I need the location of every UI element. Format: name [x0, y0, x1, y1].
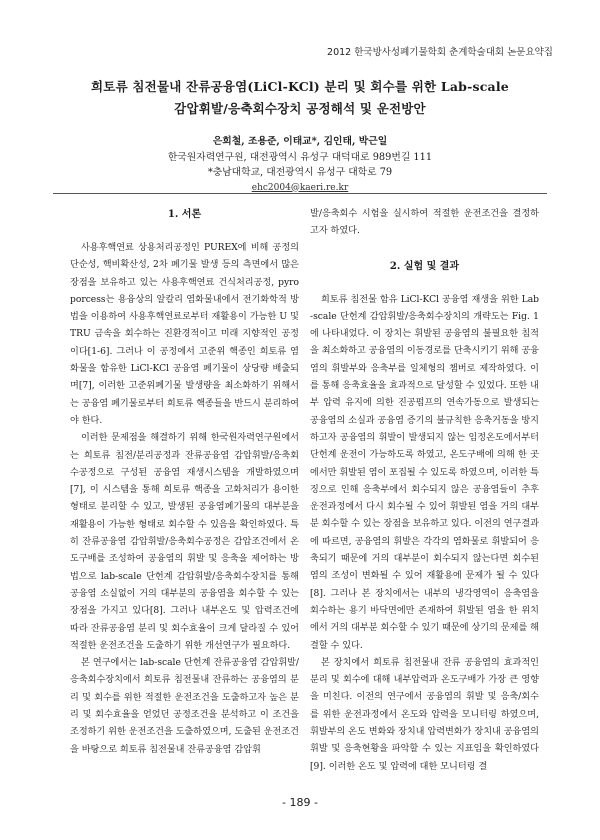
intro-paragraph-2: 이러한 문제점을 해결하기 위해 한국원자력연구원에서는 희토류 침전/분리공정과 잔류공융염 감압휘발/응축회수공정으로 구성된 공융염 재생시스템을 개발하였으며[7], 이 시스템을 통해 희토류 핵종을 고화처리가 용이한 형태로 분리할 수 있고, 발생된 공융염폐기물의 대부분을 재활용이 가능한 형태로 회수할 수 있음을 확인하였다. 특히 잔류공융염 감압휘발/응축회수공정은 감압조건에서 온도구배를 조성하여 공융염의 휘발 및 응축을 제어하는 방법으로 lab-scale 단헌계 감압휘발/응축회수장치를 통해 공융염 소실없이 거의 대부분의 공융염을 회수할 수 있는 장점을 가지고 있다[8]. 그러나 내부온도 및 압력조건에 따라 잔류공융염 분리 및 회수효율이 크게 달라질 수 있어 적절한 운전조건을 도출하기 위한 개선연구가 필요하다. [70, 433, 299, 651]
experiment-paragraph-1: 희토류 침전물 함유 LiCl-KCl 공융염 재생을 위한 Lab-scale 단헌계 감압휘발/응축회수장치의 개략도는 Fig. 1에 나타내었다. 이 장치는 휘발된 공융염의 불필요한 침적을 최소화하고 공융염의 이동경로를 단축시키기 위해 공융염의 휘발부와 응축부를 일체형의 챔버로 제작하였다. 이를 통해 응축효율을 효과적으로 달성할 수 있었다. 또한 내부 압력 유지에 의한 진공펌프의 연속가동으로 발생되는 공융염의 소실과 공융염 증기의 불규칙한 응축거동을 방지하고자 공융염의 휘발이 발생되지 않는 임정온도에서부터 단헌계 운전이 가능하도록 하였고, 온도구배에 의해 한 곳에서만 휘발된 염이 포집될 수 있도록 하였으며, 이러한 특징으로 인해 응축부에서 회수되지 않은 공융염들이 추후 운전과정에서 다시 회수될 수 있어 휘발된 염을 거의 대부분 회수할 수 있는 장점을 보유하고 있다. 이전의 연구결과에 따르면, 공융염의 휘발은 각각의 염화물로 휘발되어 응축되기 때문에 거의 대부분이 회수되지 않는다면 회수된 염의 조성이 변화될 수 있어 재활용에 문제가 될 수 있다[8]. 그러나 본 장치에서는 내부의 냉각영역이 응축염을 회수하는 용기 바닥면에만 존재하여 휘발된 염을 한 위치에서 거의 대부분 회수할 수 있기 때문에 상기의 문제를 해결할 수 있다. [310, 294, 539, 651]
page-number: - 189 - [282, 796, 318, 809]
affiliation-1: 한국원자력연구원, 대전광역시 유성구 대덕대로 989번길 111 [167, 151, 433, 163]
paper-title [0, 76, 600, 120]
affiliation-2: *충남대학교, 대전광역시 유성구 대학로 79 [207, 167, 393, 178]
intro-paragraph-3-continued: 발/응축회수 시험을 실시하여 적절한 운전조건을 결정하고자 하였다. [310, 209, 539, 237]
title-line-2: 감압휘발/응축회수장치 공정해석 및 운전방안 [174, 101, 426, 116]
author-names: 은희철, 조용준, 이태교*, 김인태, 박근일 [212, 136, 388, 147]
author-email: ehc2004@kaeri.re.kr [251, 182, 349, 193]
heading-spacer [310, 275, 539, 292]
running-header: 2012 한국방사성폐기물학회 춘계학술대회 논문요약집 [327, 47, 553, 58]
section-heading-experiment: 2. 실험 및 결과 [389, 260, 460, 272]
section-heading-introduction: 1. 서론 [167, 209, 202, 220]
author-block [0, 134, 600, 196]
title-divider [53, 193, 547, 194]
intro-paragraph-1: 사용후핵연료 상용처리공정인 PUREX에 비해 공정의 단순성, 핵비확산성, 2차 폐기물 발생 등의 측면에서 많은 장점을 보유하고 있는 사용후핵연료 건식처리공정, pyroporcess는 용융상의 알칼리 염화물내에서 전기화학적 방법을 이용하여 사용후핵연료로부터 재활용이 가능한 U 및 TRU 금속을 회수하는 진환경적이고 미래 지향적인 공정이다[1-6]. 그러나 이 공정에서 고준위 핵종인 희토류 염화물을 함유한 LiCl-KCl 공융염 폐기물이 상당량 배출되며[7], 이러한 고준위폐기물 발생량을 최소화하기 위해서는 공융염 폐기물로부터 희토류 핵종들을 반드시 분리하여야 한다. [70, 243, 299, 426]
experiment-paragraph-2: 본 장치에서 희토류 침전물내 잔류 공융염의 효과적인 분리 및 회수에 대해 내부압력과 온도구배가 가장 큰 영향을 미친다. 이전의 연구에서 공융염의 휘발 및 응축/회수를 위한 운전과정에서 온도와 압력을 모니터링 하였으며, 휘발부의 온도 변화와 장치내 압력변화가 장치내 공융염의 휘발 및 응축현황을 파악할 수 있는 지표임을 확인하였다[9]. 이러한 온도 및 압력에 대한 모니터링 결 [310, 657, 539, 772]
heading-spacer [70, 223, 299, 240]
right-column [310, 206, 539, 776]
intro-paragraph-3: 본 연구에서는 lab-scale 단헌계 잔류공융염 감압휘발/응축회수장치에서 희토류 침전물내 잔류하는 공융염의 분리 및 회수를 위한 적절한 운전조건을 도출하고자 높은 분리 및 회수효율을 얻었던 공정조건을 분석하고 이 조건을 조정하기 위한 운전조건을 도출하였으며, 도출된 운전조건을 바탕으로 희토류 침전물내 잔류공융염 감압휘 [70, 658, 299, 755]
section-spacer [310, 241, 539, 258]
title-line-1: 희토류 침전물내 잔류공융염(LiCl-KCl) 분리 및 회수를 위한 Lab-scale [91, 79, 509, 94]
left-column [70, 206, 299, 759]
